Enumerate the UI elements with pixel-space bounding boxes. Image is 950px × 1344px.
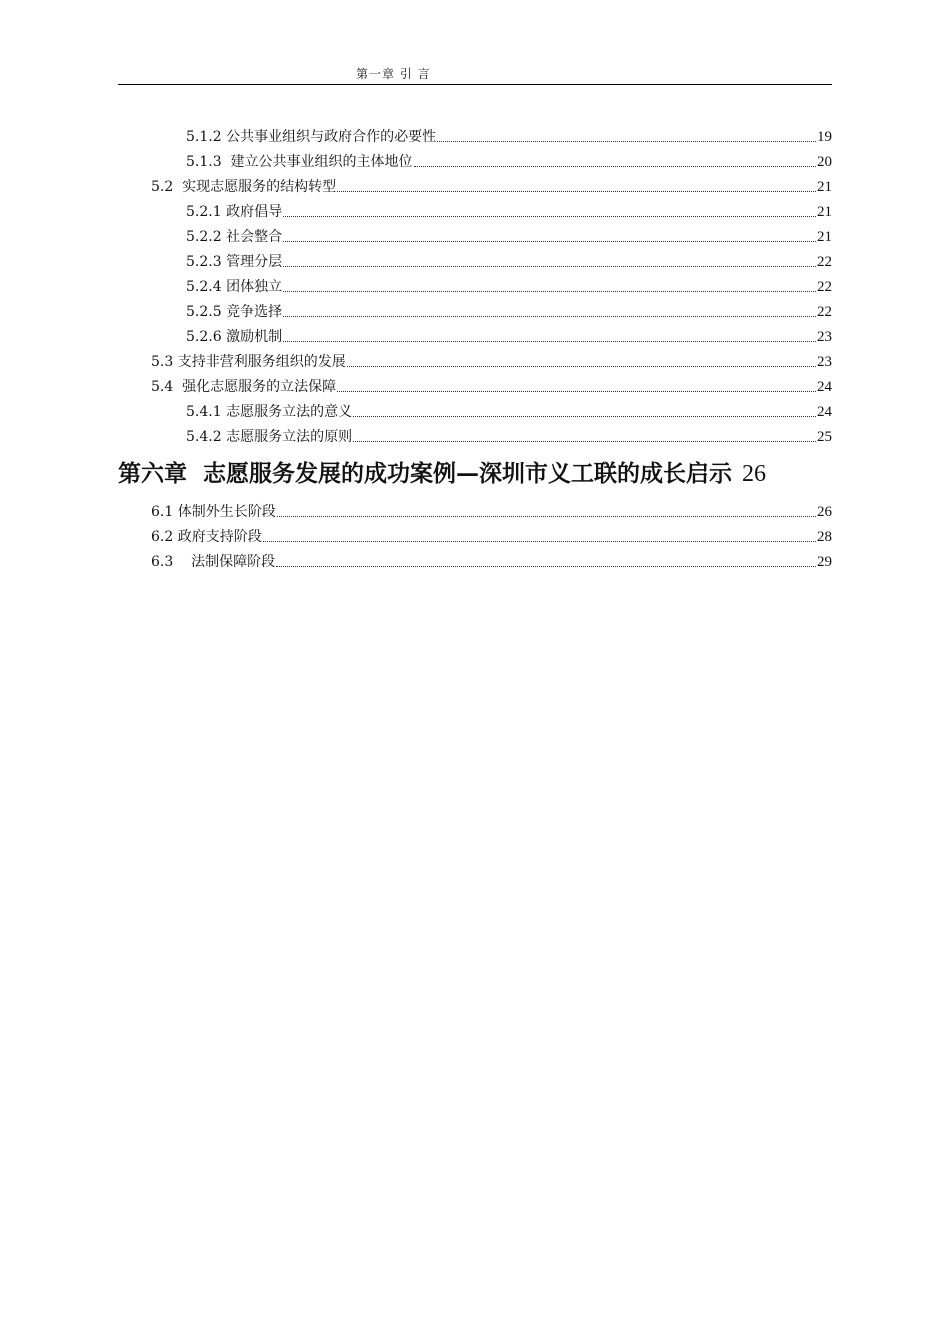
- toc-entry-page: 21: [817, 204, 832, 220]
- toc-entry-page: 28: [817, 529, 832, 545]
- toc-chapter-page: 26: [742, 461, 767, 487]
- toc-entry-page: 21: [817, 179, 832, 195]
- dot-leader: [347, 365, 816, 367]
- toc-entry-page: 22: [817, 254, 832, 270]
- toc-entry-page: 22: [817, 304, 832, 320]
- toc-entry-label: 5.1.3 建立公共事业组织的主体地位: [186, 154, 413, 170]
- dot-leader: [283, 240, 816, 242]
- toc-entry[interactable]: [151, 499, 832, 521]
- toc-chapter-label: 第六章 志愿服务发展的成功案例—深圳市义工联的成长启示: [118, 460, 733, 487]
- toc-entry-page: 26: [817, 504, 832, 520]
- toc-entry[interactable]: [186, 199, 832, 221]
- toc-entry-page: 22: [817, 279, 832, 295]
- toc-entry[interactable]: [186, 424, 832, 446]
- dot-leader: [283, 315, 816, 317]
- toc-entry[interactable]: [186, 299, 832, 321]
- toc-entry-label: 5.2 实现志愿服务的结构转型: [151, 179, 337, 195]
- toc-entry[interactable]: [151, 549, 832, 571]
- toc-chapter-entry[interactable]: [118, 455, 832, 489]
- toc-entry-label: 5.2.4 团体独立: [186, 279, 283, 295]
- dot-leader: [276, 565, 816, 567]
- toc-entry-page: 20: [817, 154, 832, 170]
- dot-leader: [337, 190, 816, 192]
- dot-leader: [283, 290, 816, 292]
- toc-entry-label: 5.2.6 激励机制: [186, 329, 283, 345]
- toc-entry-label: 5.2.5 竞争选择: [186, 304, 283, 320]
- toc-entry-label: 6.2 政府支持阶段: [151, 529, 262, 545]
- toc-entry[interactable]: [186, 399, 832, 421]
- toc-entry-page: 21: [817, 229, 832, 245]
- toc-entry-label: 5.4.1 志愿服务立法的意义: [186, 404, 353, 420]
- toc-entry[interactable]: [151, 174, 832, 196]
- dot-leader: [353, 415, 816, 417]
- dot-leader: [263, 540, 816, 542]
- toc-entry[interactable]: [186, 324, 832, 346]
- toc-entry-label: 6.3 法制保障阶段: [151, 554, 276, 570]
- toc-entry-label: 5.4.2 志愿服务立法的原则: [186, 429, 353, 445]
- dot-leader: [283, 340, 816, 342]
- toc-entry[interactable]: [186, 274, 832, 296]
- toc-entry[interactable]: [186, 224, 832, 246]
- toc-entry[interactable]: [186, 249, 832, 271]
- toc-entry[interactable]: [151, 374, 832, 396]
- toc-entry[interactable]: [151, 524, 832, 546]
- toc-entry-page: 29: [817, 554, 832, 570]
- dot-leader: [337, 390, 816, 392]
- dot-leader: [414, 165, 816, 167]
- dot-leader: [353, 440, 816, 442]
- toc-entry-label: 5.3 支持非营利服务组织的发展: [151, 354, 346, 370]
- toc-entry-label: 5.2.3 管理分层: [186, 254, 283, 270]
- toc-entry-page: 24: [817, 404, 832, 420]
- toc-entry-page: 23: [817, 329, 832, 345]
- toc-entry-page: 23: [817, 354, 832, 370]
- toc-entry[interactable]: [151, 349, 832, 371]
- toc-entry-page: 19: [817, 129, 832, 145]
- toc-entry[interactable]: [186, 149, 832, 171]
- toc-entry-label: 5.2.1 政府倡导: [186, 204, 283, 220]
- dot-leader: [437, 140, 816, 142]
- toc-entry-label: 5.2.2 社会整合: [186, 229, 283, 245]
- toc-entry-page: 25: [817, 429, 832, 445]
- toc-entry[interactable]: [186, 124, 832, 146]
- dot-leader: [283, 265, 816, 267]
- toc-entry-page: 24: [817, 379, 832, 395]
- toc-entry-label: 6.1 体制外生长阶段: [151, 504, 276, 520]
- toc-entry-label: 5.1.2 公共事业组织与政府合作的必要性: [186, 129, 437, 145]
- header-title: 第一章 引 言: [356, 67, 431, 81]
- page-header: [118, 66, 832, 85]
- toc-entry-label: 5.4 强化志愿服务的立法保障: [151, 379, 337, 395]
- dot-leader: [277, 515, 816, 517]
- dot-leader: [283, 215, 816, 217]
